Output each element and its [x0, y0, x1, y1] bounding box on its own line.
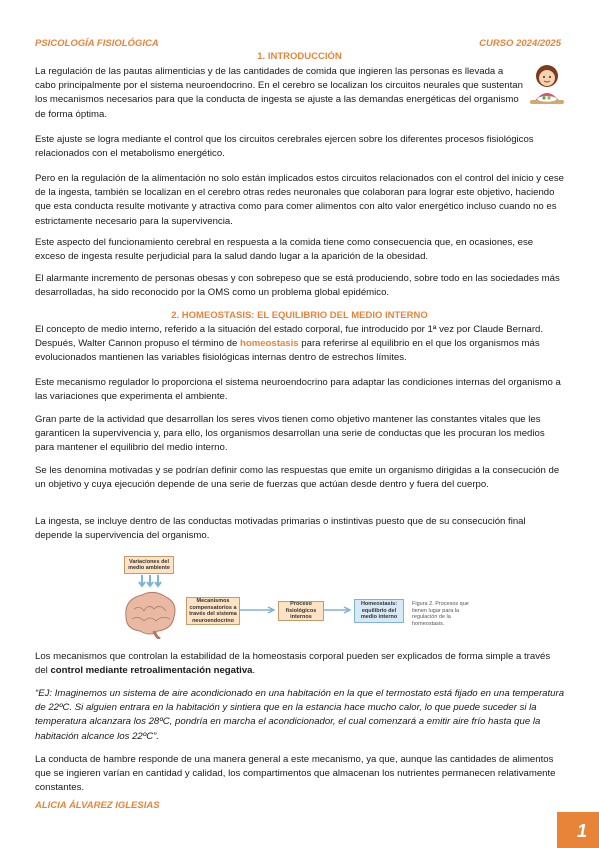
paragraph-13: La conducta de hambre responde de una manera general a este mecanismo, ya que, aunque las cantidades de alimentos que se ingieren varían en cantidad y calidad, los compartimentos que almacenan los nutrientes permanecen relativamente constantes. [35, 754, 556, 794]
homeostasis-figure [118, 551, 498, 651]
paragraph-4: Este aspecto del funcionamiento cerebral en respuesta a la comida tiene como consecuencia que, en ocasiones, ese exceso de ingesta resulte perjudicial para la salud dando lugar a la aparición de la obesidad. [35, 237, 534, 263]
paragraph-1: La regulación de las pautas alimenticias y de las cantidades de comida que ingieren las personas es llevada a cabo principalmente por el sistema neuroendocrino. En el cerebro se localizan los circuitos neurales que sustentan los mecanismos necesarios para que la conducta de ingesta se ajuste a las demandas energéticas del organismo de forma óptima. [35, 66, 523, 120]
paragraph-6-text-a: El concepto de medio interno, referido a la situación del estado corporal, fue introducido por 1ª vez por Claude Bernard. Después, Walter Cannon propuso el término de [35, 324, 544, 350]
paragraph-11 [35, 650, 565, 678]
header-subject: PSICOLOGÍA FISIOLÓGICA [35, 38, 159, 49]
section-title-homeostasis: 2. HOMEOSTASIS: EL EQUILIBRIO DEL MEDIO INTERNO [171, 310, 428, 321]
paragraph-3: Pero en la regulación de la alimentación no solo están implicados estos circuitos relacionados con el control del inicio y cese de la ingesta, también se localizan en el cerebro otras redes neuronales que colaboran para lograr este objetivo, haciendo que esta conducta resulte motivante y atractiva como para comer alimentos con alto valor energético incluso cuando no es estrictamente necesario para la supervivencia. [35, 173, 565, 227]
figure-box-homeostasis: Homeostasis: equilibrio del medio interno [354, 599, 404, 623]
paragraph-10: La ingesta, se incluye dentro de las conductas motivadas primarias o instintivas puesto que de su consecución final depende la supervivencia del organismo. [35, 516, 526, 542]
page-number-box [557, 812, 599, 848]
header-course: CURSO 2024/2025 [479, 38, 561, 49]
figure-box-mechanisms: Mecanismos compensatorios a través del sistema neuroendocrino [186, 597, 240, 625]
brain-illustration [120, 589, 180, 639]
paragraph-5: El alarmante incremento de personas obesas y con sobrepeso que se está produciendo, sobre todo en las sociedades más desarrolladas, ha sido reconocido por la OMS como un problema global epidémico. [35, 273, 560, 299]
paragraph-9: Se les denomina motivadas y se podrían definir como las respuestas que emite un organismo dirigidas a la consecución de un objetivo y cuya ejecución depende de una serie de fuerzas que actúan desde dentro y fuera del cuerpo. [35, 465, 560, 491]
paragraph-7: Este mecanismo regulador lo proporciona el sistema neuroendocrino para adaptar las condiciones internas del organismo a las variaciones que experimenta el ambiente. [35, 377, 561, 403]
page-number: 1 [576, 821, 587, 841]
footer-author: ALICIA ÁLVAREZ IGLESIAS [35, 800, 160, 811]
arrow-right-icon [324, 606, 354, 614]
figure-caption: Figura 2. Procesos que tienen lugar para la regulación de la homeostasis. [412, 601, 469, 627]
section-title-introduction: 1. INTRODUCCIÓN [257, 51, 342, 62]
down-arrows-icon [138, 575, 162, 589]
paragraph-6 [35, 323, 565, 366]
paragraph-11-text-a: Los mecanismos que controlan la estabilidad de la homeostasis corporal pueden ser explicados de forma simple a través del [35, 651, 551, 677]
girl-eating-illustration [525, 62, 569, 112]
figure-box-environment: Variaciones del medio ambiente [124, 556, 174, 574]
paragraph-6-text-b: para referirse al equilibrio en el que los organismos más evolucionados mantienen las variables fisiológicas internas dentro de estrechos límites. [35, 338, 540, 364]
negative-feedback-term: control mediante retroalimentación negativa [50, 665, 253, 677]
arrow-right-icon [240, 606, 278, 614]
paragraph-11-text-b: . [252, 665, 256, 677]
paragraph-8: Gran parte de la actividad que desarrollan los seres vivos tienen como objetivo mantener las constantes vitales que les garanticen la supervivencia y, para ello, los organismos desarrollan una serie de conductas que les procuran los medios para mantener el equilibrio del medio interno. [35, 414, 545, 454]
homeostasis-term: homeostasis [239, 338, 299, 350]
paragraph-12-example: “EJ: Imaginemos un sistema de aire acondicionado en una habitación en la que el termostato está fijado en una temperatura de 22ºC. Si alguien entrara en la habitación y sintiera que en la estancia hace mucho calor, lo que puede suceder si la temperatura alcanzara los 28ºC, pondría en marcha el acondicionador, el cual comenzará a emitir aire frío hasta que la habitación alcance los 22ºC”. [35, 688, 565, 742]
paragraph-2: Este ajuste se logra mediante el control que los circuitos cerebrales ejercen sobre los diferentes procesos fisiológicos relacionados con el metabolismo energético. [35, 134, 534, 160]
figure-box-processes: Proceso fisiológicos internos [278, 601, 324, 621]
